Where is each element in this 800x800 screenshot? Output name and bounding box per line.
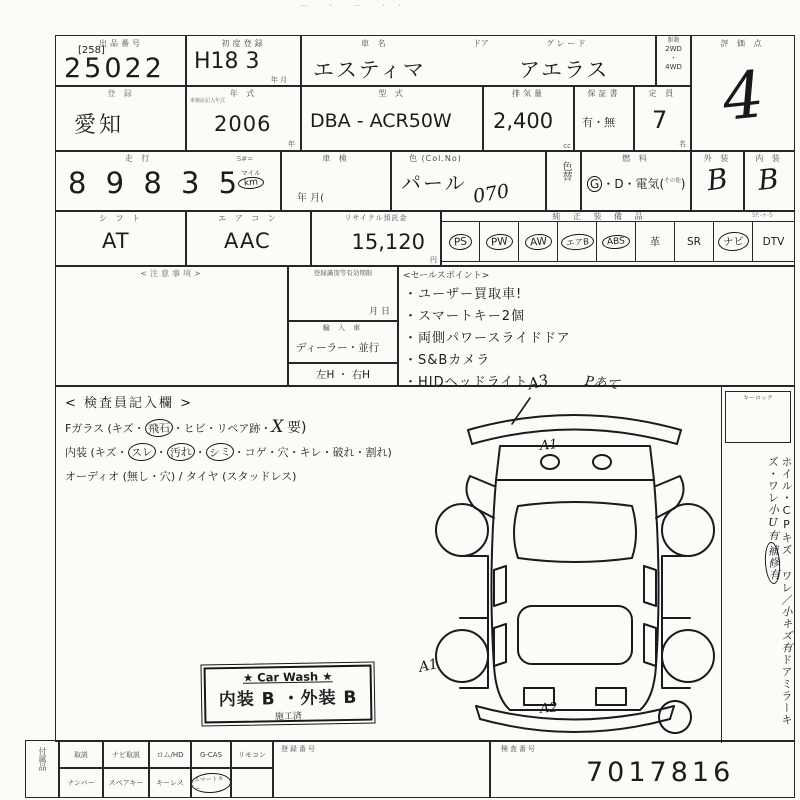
first-registration-cell [185, 35, 302, 87]
accessories-label-cell [25, 740, 60, 798]
capacity-value: 7 [652, 106, 668, 134]
shift-header: シ フ ト [98, 214, 144, 223]
car-top-view-diagram [432, 388, 717, 738]
model-code-header: 型 式 [378, 89, 406, 98]
bottom-r1-1: ナビ取説 [102, 740, 150, 769]
recycle-fee-cell [310, 210, 442, 267]
lot-number: 25022 [64, 53, 165, 84]
model-code-cell [300, 85, 484, 152]
fuel-close: ) [680, 177, 686, 191]
fuel-value [587, 175, 685, 192]
recycle-fee-unit: 円 [430, 256, 437, 264]
bottom-r1-3: G-CAS [190, 740, 232, 769]
sales-points-header: <セールスポイント> [403, 271, 490, 281]
car-wash-done-label: 施工済 [274, 711, 302, 723]
equipment-item-8: DTV [752, 221, 795, 262]
warranty-cell [573, 85, 635, 152]
car-wash-title: ★ Car Wash ★ [242, 669, 333, 685]
sales-points-cell [397, 265, 795, 390]
notes-cell [55, 265, 289, 387]
validity-fields: 月 日 [369, 307, 390, 317]
region-value: 愛知 [74, 113, 125, 138]
drive-type-cell [655, 35, 692, 87]
first-registration-value: H18 3 [194, 49, 260, 74]
bottom-r1-2: ロム/HD [148, 740, 192, 769]
steering-value: 左H ・ 右H [316, 369, 370, 381]
keylock-box [725, 391, 791, 443]
capacity-unit: 名 [679, 140, 686, 148]
recycle-fee-header: リサイクル預託金 [344, 214, 408, 222]
sidebar-note-hand-1: 小キズ有 [780, 606, 793, 654]
scuff-circled: スレ [127, 442, 156, 462]
recycle-fee-value: 15,120 [351, 230, 425, 254]
import-car-header: 輸 入 車 [322, 324, 364, 332]
bottom-r2-4 [230, 767, 274, 798]
year-value: 2006 [214, 112, 272, 136]
fuel-gasoline-circled: G [586, 175, 602, 192]
inspector-title: < 検査員記入欄 > [65, 396, 194, 411]
year-note: 車検証記入年式 [190, 98, 226, 104]
region-header: 登 録 [107, 89, 135, 98]
bottom-r1-4: リモコン [230, 740, 274, 769]
inspection-number-value: 7017816 [586, 757, 735, 788]
bottom-r2-3: スマートキー [190, 767, 232, 798]
color-value: パール [401, 171, 467, 195]
sales-point-3: ・両側パワースライドドア [404, 331, 571, 346]
sidebar-note-hand-2: 小U有 [766, 504, 780, 542]
sales-point-5: ・HIDヘッドライト [404, 375, 529, 390]
first-registration-unit: 年 月 [270, 76, 287, 84]
validity-cell [287, 265, 399, 322]
door-header: ドア [473, 39, 489, 48]
mileage-value: 8 9 8 3 5 [68, 166, 243, 200]
displacement-value: 2,400 [493, 109, 554, 133]
equipment-corner-note: 5f:-+-5 [752, 212, 773, 219]
color-change-label: 色替 [560, 161, 571, 181]
equipment-item-5: 革 [635, 221, 675, 262]
sidebar-note-print-2: ドアミラーキズ・ワレ [766, 456, 793, 726]
sidebar-note [724, 456, 792, 738]
lot-number-header: 出品番号 [99, 39, 143, 48]
shaken-header: 車 検 [322, 154, 350, 163]
first-registration-header: 初度登録 [221, 39, 266, 48]
displacement-unit: cc [563, 142, 571, 150]
lot-bracket: [258] [78, 45, 105, 56]
sales-point-1: ・ユーザー買取車! [404, 287, 523, 302]
year-header: 年 式 [229, 89, 258, 98]
diagram-mark-paint: Pあて [583, 373, 621, 394]
diagram-mark-a3: A3 [526, 370, 551, 394]
year-unit: 年 [288, 140, 295, 148]
score-value: 4 [719, 58, 768, 136]
dirt-circled: 汚れ [166, 442, 195, 462]
car-wash-grades: 内装 B ・外装 B [218, 687, 358, 711]
color-cell [390, 150, 547, 212]
mileage-unit-km: km [238, 176, 265, 190]
score-header: 評 価 点 [720, 39, 765, 48]
registration-number-cell [272, 740, 490, 798]
bottom-r2-0: ナンバー [58, 767, 104, 798]
mileage-unit-mile: マイル [241, 169, 261, 177]
aircon-header: エ ア コ ン [218, 214, 279, 223]
color-code-handwritten: 070 [471, 180, 511, 208]
equipment-item-1: PW [479, 221, 519, 262]
steering-cell [287, 362, 399, 387]
equipment-header: 純 正 装 備 品 [552, 212, 648, 221]
import-car-value: ディーラー・並行 [296, 342, 380, 354]
inspection-number-cell [490, 740, 795, 798]
inspector-line-audio-tire: オーディオ (無し・穴) / タイヤ (スタッドレス) [65, 470, 297, 483]
color-change-cell [545, 150, 582, 212]
equipment-item-3: エアB [557, 221, 597, 262]
fuel-other-label: その他 [664, 178, 681, 184]
inspector-line-interior: 内装 (キズ・ スレ ・ 汚れ ・ シミ ・コゲ・穴・キレ・破れ・割れ) [65, 443, 392, 461]
bottom-r2-2: キーレス [148, 767, 192, 798]
displacement-cell [482, 85, 575, 152]
sales-point-4: ・S&Bカメラ [404, 353, 491, 368]
grade-value: アエラス [519, 58, 610, 82]
drive-header: 駆動 [667, 37, 680, 44]
mileage-header: 走 行 [124, 154, 153, 163]
equipment-item-2: AW [518, 221, 558, 262]
shift-cell [55, 210, 187, 267]
drive-2wd: 2WD [665, 44, 682, 53]
exterior-grade-cell [690, 150, 745, 212]
interior-grade-value: B [756, 162, 781, 197]
displacement-header: 排気量 [512, 89, 545, 98]
warranty-value: 有・無 [582, 116, 615, 129]
drive-4wd: 4WD [665, 62, 682, 71]
import-car-cell [287, 320, 399, 364]
color-header: 色 (Col.No) [409, 154, 462, 163]
region-cell [55, 85, 187, 152]
sidebar-note-print-1: ホイル・CPキズ ワレ／ [780, 456, 793, 606]
hand-x-mark: X [271, 417, 284, 437]
accessories-label: 付属品 [38, 747, 47, 771]
equipment-item-4: ABS [596, 221, 636, 262]
mileage-unit-badge [238, 168, 264, 189]
stain-circled: シミ [205, 442, 234, 462]
notes-header: <注意事項> [140, 269, 204, 278]
mileage-cell [55, 150, 282, 212]
inspection-number-header: 検査番号 [501, 745, 537, 753]
shaken-value: 年 月( [297, 193, 325, 204]
equipment-item-7: ナビ [713, 221, 753, 262]
mileage-s-label: S#= [236, 155, 253, 163]
interior-grade-header: 内 装 [755, 154, 783, 163]
sidebar-divider [721, 386, 722, 743]
inspector-line-front-glass: Fガラス (キズ・ 飛石 ・ヒビ・リペア跡・X 要) [65, 417, 307, 437]
capacity-header: 定 員 [648, 89, 677, 98]
bottom-r2-1: スペアキー [102, 767, 150, 798]
equipment-item-6: SR [674, 221, 714, 262]
car-name-cell [300, 35, 657, 87]
sidebar-note-hand-3: 補修有 [763, 542, 781, 585]
exterior-grade-value: B [704, 161, 730, 198]
keylock-header: キーロック [743, 395, 773, 402]
registration-number-header: 登録番号 [281, 745, 317, 753]
capacity-cell [633, 85, 692, 152]
validity-header: 登録識別等有効期限 [313, 269, 373, 277]
equipment-item-0: PS [440, 221, 480, 262]
fuel-header: 燃 料 [622, 154, 650, 163]
warranty-header: 保証書 [587, 89, 621, 98]
diagram-mark-a1-hood: A1 [539, 437, 559, 454]
model-code-value: DBA - ACR50W [310, 110, 452, 132]
diagram-mark-a1-rear: A1 [417, 656, 440, 676]
car-name-header: 車 名 [361, 39, 389, 48]
bottom-r1-0: 取説 [58, 740, 104, 769]
car-name-value: エスティマ [313, 58, 426, 82]
top-title-fragment: ー ・ ー ・・ [300, 1, 412, 10]
shift-value: AT [102, 229, 130, 253]
aircon-cell [185, 210, 312, 267]
year-cell [185, 85, 302, 152]
score-cell [690, 35, 795, 152]
lot-number-cell [55, 35, 187, 87]
diagram-mark-a2: A2 [539, 700, 559, 717]
grade-header: グ レ ー ド [546, 39, 586, 48]
fuel-cell [580, 150, 692, 212]
aircon-value: AAC [224, 229, 271, 253]
shaken-cell [280, 150, 392, 212]
car-wash-stamp [200, 661, 375, 726]
exterior-grade-header: 外 装 [703, 154, 732, 163]
drive-dot: ・ [670, 53, 677, 62]
fuel-rest: ・D・電気( [602, 177, 665, 191]
flying-stone-circled: 飛石 [144, 418, 173, 438]
interior-grade-cell [743, 150, 795, 212]
sales-point-2: ・スマートキー2個 [404, 309, 526, 324]
